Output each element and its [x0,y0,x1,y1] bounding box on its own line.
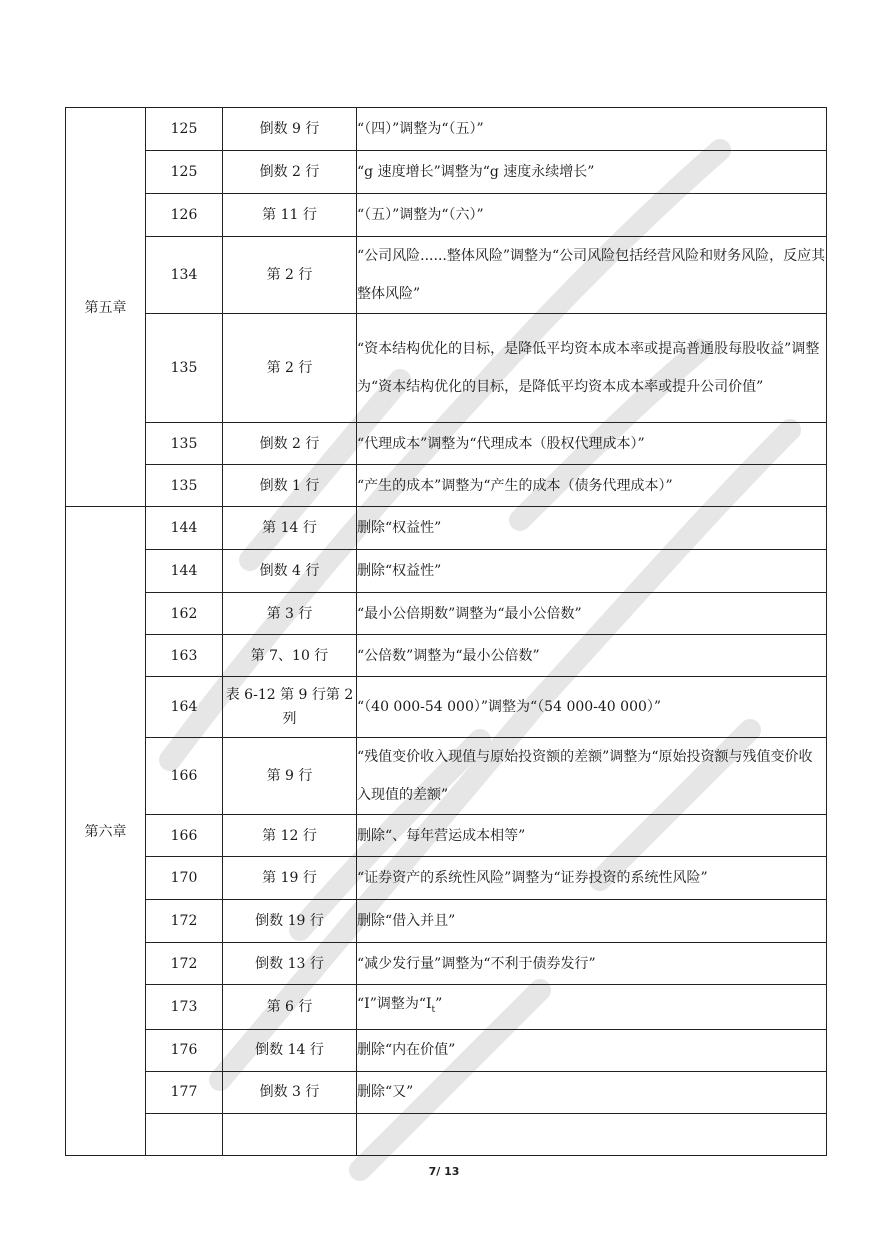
line-cell: 第 3 行 [223,593,357,635]
line-cell: 第 19 行 [223,857,357,900]
content-cell: 删除“借入并且” [357,900,827,943]
page-cell: 144 [146,507,223,550]
page-cell: 172 [146,943,223,985]
page-cell: 134 [146,237,223,314]
content-cell: “（五）”调整为“（六）” [357,194,827,237]
content-cell [357,985,827,1030]
content-cell: “减少发行量”调整为“不利于债券发行” [357,943,827,985]
content-cell: “（四）”调整为“（五）” [357,108,827,151]
page-cell: 144 [146,550,223,593]
page-indicator: 7/ 13 [428,1165,460,1178]
content-tail: ” [435,996,443,1012]
line-cell: 第 14 行 [223,507,357,550]
content-cell: 删除“权益性” [357,550,827,593]
table-row [66,857,827,900]
content-subscript: t [431,1004,436,1015]
content-cell: “残值变价收入现值与原始投资额的差额”调整为“原始投资额与残值变价收入现值的差额” [357,738,827,815]
page-cell [146,1113,223,1155]
line-cell: 第 12 行 [223,815,357,857]
content-cell: “g 速度增长”调整为“g 速度永续增长” [357,151,827,194]
chapter-cell: 第六章 [66,507,146,1156]
line-cell: 第 2 行 [223,314,357,423]
content-cell: “资本结构优化的目标，是降低平均资本成本率或提高普通股每股收益”调整为“资本结构优化的目标，是降低平均资本成本率或提升公司价值” [357,314,827,423]
content-cell: “公倍数”调整为“最小公倍数” [357,635,827,677]
page-cell: 166 [146,738,223,815]
line-cell: 第 9 行 [223,738,357,815]
chapter-cell: 第五章 [66,108,146,507]
line-cell: 第 6 行 [223,985,357,1030]
page-cell: 135 [146,314,223,423]
line-cell: 第 7、10 行 [223,635,357,677]
page-cell: 177 [146,1071,223,1113]
page-cell: 172 [146,900,223,943]
content-cell: “最小公倍期数”调整为“最小公倍数” [357,593,827,635]
content-cell: “产生的成本”调整为“产生的成本（债务代理成本）” [357,465,827,507]
table-row [66,108,827,151]
table-row [66,465,827,507]
line-cell: 倒数 2 行 [223,423,357,465]
page-cell: 162 [146,593,223,635]
errata-table-body [66,108,827,1156]
content-cell: “代理成本”调整为“代理成本（股权代理成本）” [357,423,827,465]
table-row [66,507,827,550]
content-cell [357,1113,827,1155]
table-row [66,635,827,677]
page-cell: 170 [146,857,223,900]
table-row [66,550,827,593]
table-row [66,985,827,1030]
line-cell: 倒数 1 行 [223,465,357,507]
table-row [66,1113,827,1155]
content-cell: “证券资产的系统性风险”调整为“证券投资的系统性风险” [357,857,827,900]
page-cell: 163 [146,635,223,677]
content-text: “I”调整为“I [357,996,432,1012]
line-cell: 表 6-12 第 9 行第 2 列 [223,677,357,738]
table-row [66,943,827,985]
table-row [66,1029,827,1071]
content-cell: 删除“内在价值” [357,1029,827,1071]
table-row [66,151,827,194]
line-cell: 第 11 行 [223,194,357,237]
page-cell: 164 [146,677,223,738]
table-row [66,677,827,738]
line-cell: 倒数 4 行 [223,550,357,593]
table-row [66,194,827,237]
line-cell: 倒数 3 行 [223,1071,357,1113]
line-cell: 倒数 19 行 [223,900,357,943]
page-cell: 176 [146,1029,223,1071]
page-cell: 125 [146,108,223,151]
errata-table [65,107,827,1156]
page-cell: 166 [146,815,223,857]
table-row [66,423,827,465]
page-cell: 135 [146,423,223,465]
content-cell: “（40 000-54 000）”调整为“（54 000-40 000）” [357,677,827,738]
line-cell: 第 2 行 [223,237,357,314]
page-cell: 126 [146,194,223,237]
content-cell: “公司风险......整体风险”调整为“公司风险包括经营风险和财务风险，反应其整体风险” [357,237,827,314]
content-cell: 删除“又” [357,1071,827,1113]
table-row [66,815,827,857]
page-cell: 173 [146,985,223,1030]
line-cell: 倒数 2 行 [223,151,357,194]
table-row [66,237,827,314]
line-cell [223,1113,357,1155]
table-row [66,314,827,423]
line-cell: 倒数 9 行 [223,108,357,151]
page-cell: 135 [146,465,223,507]
page-cell: 125 [146,151,223,194]
table-row [66,900,827,943]
table-row [66,593,827,635]
content-cell: 删除“权益性” [357,507,827,550]
table-row [66,1071,827,1113]
line-cell: 倒数 14 行 [223,1029,357,1071]
line-cell: 倒数 13 行 [223,943,357,985]
table-row [66,738,827,815]
content-cell: 删除“、每年营运成本相等” [357,815,827,857]
